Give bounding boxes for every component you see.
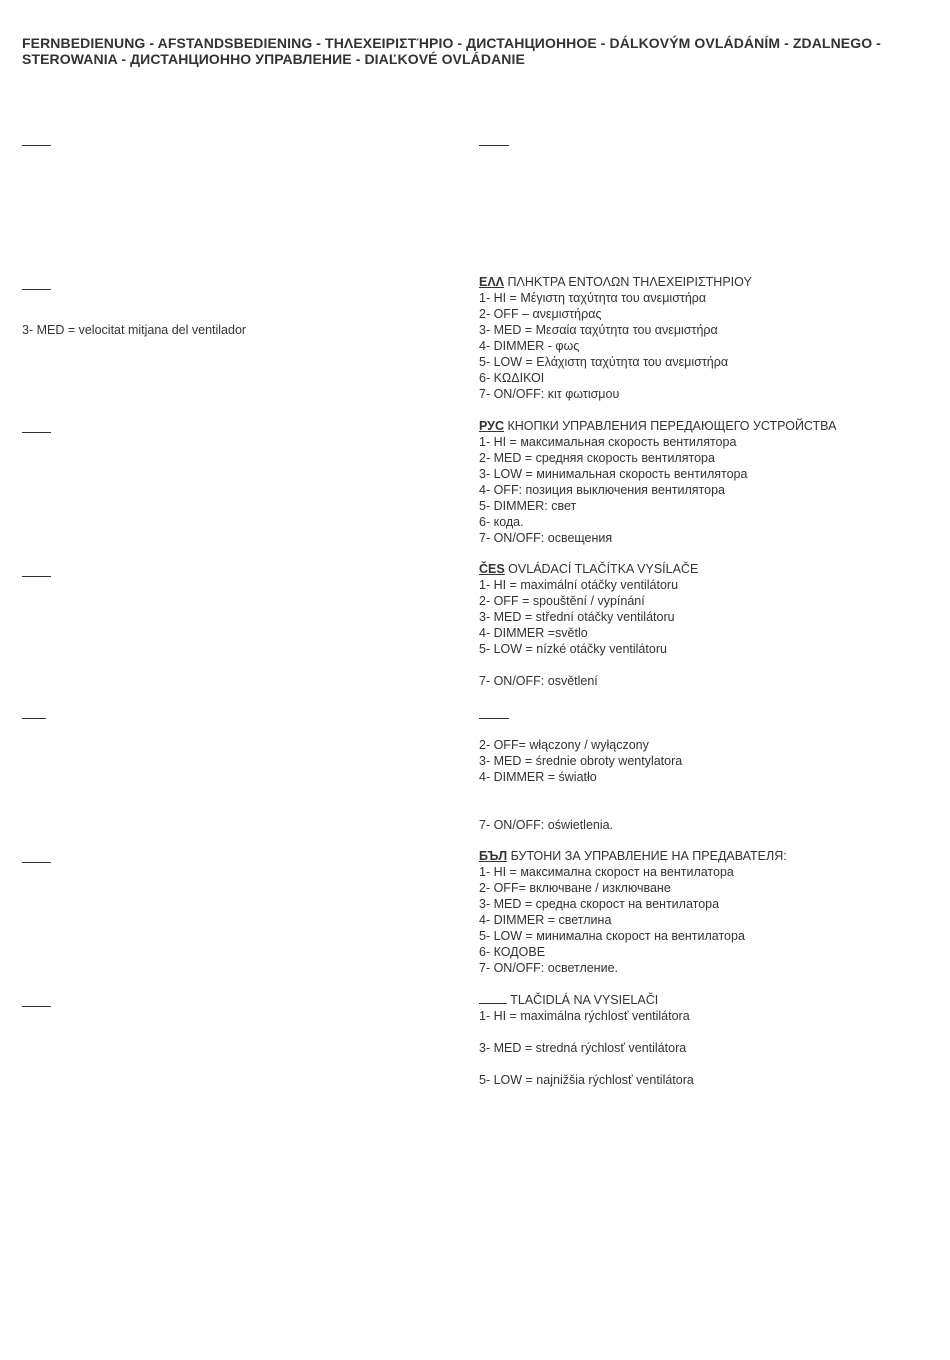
russian-item: 5- DIMMER: свет	[479, 499, 577, 513]
russian-language-code: РУС	[479, 419, 504, 433]
russian-item: 4- OFF: позиция выключения вентилятора	[479, 483, 725, 497]
bulgarian-section	[479, 848, 787, 976]
slovak-heading-text: TLAČIDLÁ NA VYSIELAČI	[507, 993, 659, 1007]
greek-item: 2- OFF – ανεμιστήρας	[479, 307, 602, 321]
greek-item: 7- ON/OFF: κιτ φωτισμου	[479, 387, 620, 401]
russian-heading	[479, 418, 836, 434]
greek-heading-text: ΠΛΗΚΤΡΑ ΕΝΤΟΛΩΝ ΤΗΛΕΧΕΙΡΙΣΤΗΡΙΟΥ	[504, 275, 752, 289]
czech-section	[479, 561, 698, 689]
czech-item: 7- ON/OFF: osvětlení	[479, 674, 598, 688]
bulgarian-item: 2- OFF= включване / изключване	[479, 881, 671, 895]
czech-heading	[479, 561, 698, 577]
slovak-section	[479, 992, 694, 1088]
bulgarian-language-code: БЪЛ	[479, 849, 508, 863]
czech-item: 2- OFF = spouštění / vypínání	[479, 594, 645, 608]
russian-item: 7- ON/OFF: освещения	[479, 531, 613, 545]
russian-item: 6- кода.	[479, 515, 524, 529]
russian-heading-text: КНОПКИ УПРАВЛЕНИЯ ПЕРЕДАЮЩЕГО УСТРОЙСТВА	[503, 419, 837, 433]
left-blank-rule-3	[22, 432, 51, 433]
polish-section	[479, 737, 682, 833]
greek-item: 5- LOW = Ελάχιστη ταχύτητα του ανεμιστήρα	[479, 355, 729, 369]
left-blank-rule-1	[22, 145, 51, 146]
left-blank-rule-5	[22, 718, 46, 719]
slovak-item: 1- HI = maximálna rýchlosť ventilátora	[479, 1009, 690, 1023]
left-blank-rule-7	[22, 1006, 51, 1007]
right-blank-rule-1	[479, 145, 509, 146]
slovak-item: 5- LOW = najnižšia rýchlosť ventilátora	[479, 1073, 694, 1087]
greek-item: 4- DIMMER - φως	[479, 339, 580, 353]
bulgarian-item: 6- КОДОВЕ	[479, 945, 546, 959]
greek-item: 6- ΚΩΔΙΚΟΙ	[479, 371, 545, 385]
left-blank-rule-4	[22, 576, 51, 577]
polish-item: 2- OFF= włączony / wyłączony	[479, 738, 649, 752]
czech-item: 4- DIMMER =světlo	[479, 626, 588, 640]
catalan-med-item: 3- MED = velocitat mitjana del ventilador	[22, 323, 247, 337]
slovak-item: 3- MED = stredná rýchlosť ventilátora	[479, 1041, 687, 1055]
greek-item: 3- MED = Μεσαία ταχύτητα του ανεμιστήρα	[479, 323, 718, 337]
bulgarian-heading-text: БУТОНИ ЗА УПРАВЛЕНИЕ НА ПРЕДАВАТЕЛЯ:	[507, 849, 787, 863]
greek-heading	[479, 274, 752, 290]
polish-item: 4- DIMMER = światło	[479, 770, 597, 784]
greek-language-code: ΕΛΛ	[479, 275, 505, 289]
slovak-heading	[479, 992, 694, 1008]
greek-item: 1- HI = Μέγιστη ταχύτητα του ανεμιστήρα	[479, 291, 707, 305]
polish-item: 7- ON/OFF: oświetlenia.	[479, 818, 614, 832]
czech-item: 3- MED = střední otáčky ventilátoru	[479, 610, 675, 624]
bulgarian-item: 1- HI = максимална скорост на вентилатора	[479, 865, 734, 879]
russian-item: 2- MED = средняя скорость вентилятора	[479, 451, 715, 465]
czech-heading-text: OVLÁDACÍ TLAČÍTKA VYSÍLAČE	[504, 562, 699, 576]
bulgarian-item: 5- LOW = минимална скорост на вентилатора	[479, 929, 745, 943]
bulgarian-item: 7- ON/OFF: осветление.	[479, 961, 618, 975]
left-blank-rule-2	[22, 289, 51, 290]
czech-item: 1- HI = maximální otáčky ventilátoru	[479, 578, 679, 592]
russian-section	[479, 418, 836, 546]
slovak-blank-rule	[479, 993, 507, 1004]
polish-item: 3- MED = średnie obroty wentylatora	[479, 754, 683, 768]
left-blank-rule-6	[22, 862, 51, 863]
greek-section	[479, 274, 752, 402]
page-title: FERNBEDIENUNG - AFSTANDSBEDIENING - ΤΗΛΕΧΕΙΡΙΣΤΉΡΙΟ - ДИСТАНЦИОННОЕ - DÁLKOVÝM OVLÁDÁNÍM - ZDALNEGO - STEROWANIA - ДИСТАНЦИОННО УПРАВЛЕНИЕ - DIAĽKOVÉ OVLÁDANIE	[22, 35, 881, 67]
czech-language-code: ČES	[479, 562, 505, 576]
bulgarian-heading	[479, 848, 787, 864]
russian-item: 3- LOW = минимальная скорость вентилятора	[479, 467, 748, 481]
polish-blank-rule	[479, 718, 509, 719]
bulgarian-item: 3- MED = средна скорост на вентилатора	[479, 897, 720, 911]
czech-item: 5- LOW = nízké otáčky ventilátoru	[479, 642, 667, 656]
bulgarian-item: 4- DIMMER = светлина	[479, 913, 612, 927]
russian-item: 1- HI = максимальная скорость вентилятора	[479, 435, 737, 449]
